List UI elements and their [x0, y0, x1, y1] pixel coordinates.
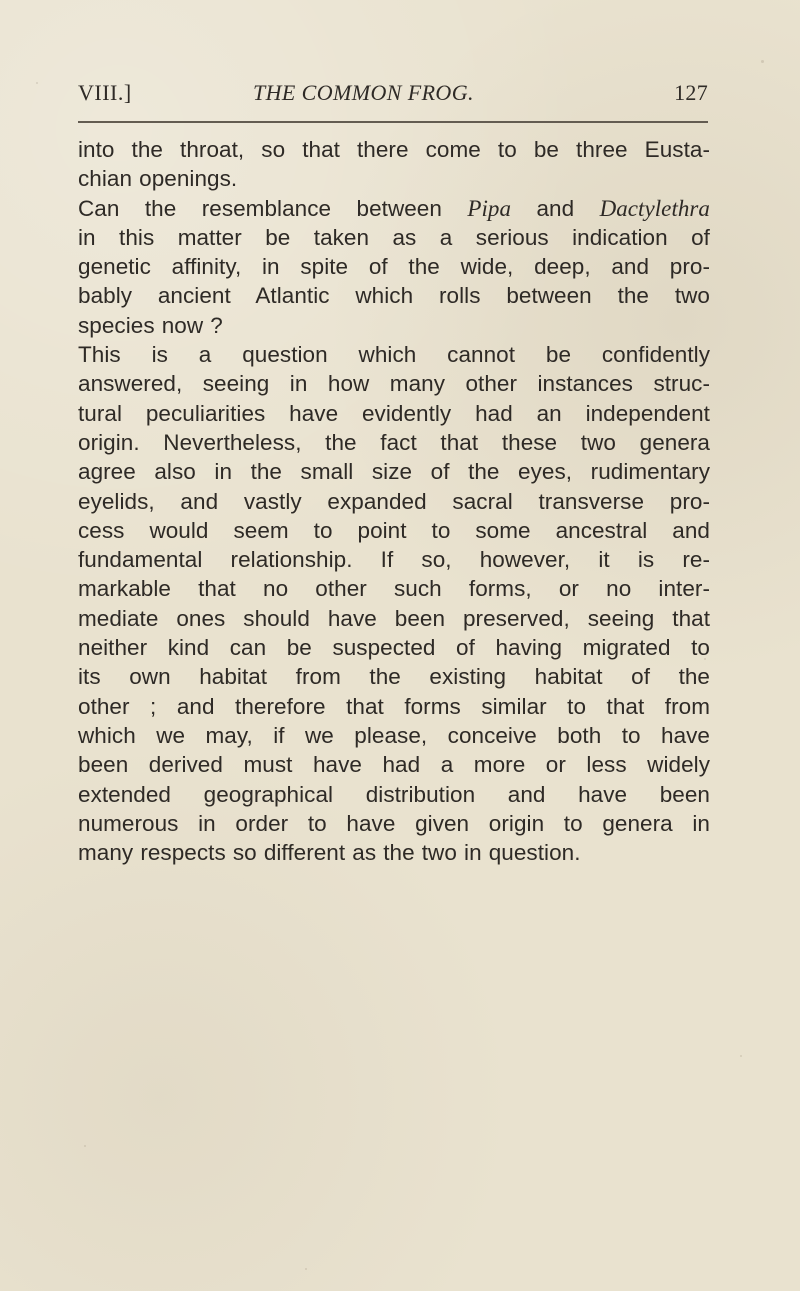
paper-speck	[305, 1268, 307, 1270]
text-line-21: which we may, if we please, conceive both to have	[78, 722, 710, 748]
text-line-1: into the throat, so that there come to be three Eusta-	[78, 137, 710, 162]
paper-speck	[704, 658, 706, 660]
paper-speck	[761, 60, 764, 63]
text-line-9: answered, seeing in how many other instances struc-	[78, 371, 710, 397]
paper-speck	[36, 82, 38, 84]
text-line-5: genetic affinity, in spite of the wide, deep, and pro-	[78, 254, 710, 280]
taxon-name-pipa: Pipa	[467, 195, 512, 221]
text-line-23: extended geographical distribution and have been	[78, 781, 710, 807]
paper-speck	[740, 1055, 742, 1057]
text-line-19: its own habitat from the existing habitat of the	[78, 664, 710, 690]
text-line-25: many respects so different as the two in question.	[78, 840, 581, 866]
text-line-14: cess would seem to point to some ancestral and	[78, 517, 710, 543]
text-line-18: neither kind can be suspected of having migrated to	[78, 635, 710, 661]
text-line-22: been derived must have had a more or less widely	[78, 752, 710, 778]
running-title: THE COMMON FROG.	[253, 80, 474, 105]
text-line-10: tural peculiarities have evidently had an independent	[78, 400, 710, 426]
header-rule	[78, 121, 708, 123]
taxon-name-dactylethra: Dactylethra	[599, 195, 710, 221]
running-header	[78, 76, 708, 110]
paper-speck	[84, 1145, 86, 1147]
text-line-8: This is a question which cannot be confidently	[78, 342, 710, 368]
text-line-20: other ; and therefore that forms similar to that from	[78, 693, 710, 719]
text-line-13: eyelids, and vastly expanded sacral transverse pro-	[78, 488, 710, 514]
text-line-4: in this matter be taken as a serious indication of	[78, 224, 710, 250]
text-line-16: markable that no other such forms, or no inter-	[78, 576, 710, 602]
text-line-17: mediate ones should have been preserved, seeing that	[78, 605, 710, 631]
text-fragment: and	[511, 195, 600, 221]
text-line-2: chian openings.	[78, 166, 238, 192]
text-line-11: origin. Nevertheless, the fact that these two genera	[78, 429, 710, 455]
text-line-15: fundamental relationship. If so, however, it is re-	[78, 547, 710, 573]
text-line-6: bably ancient Atlantic which rolls between the two	[78, 283, 710, 309]
text-line-3	[78, 194, 710, 223]
page-body	[78, 135, 710, 867]
text-line-24: numerous in order to have given origin to genera in	[78, 810, 710, 836]
text-line-12: agree also in the small size of the eyes, rudimentary	[78, 459, 710, 485]
chapter-marker: VIII.]	[78, 80, 132, 105]
text-fragment: Can the resemblance between	[78, 195, 468, 221]
page-number: 127	[674, 80, 708, 105]
text-line-7: species now ?	[78, 312, 223, 338]
